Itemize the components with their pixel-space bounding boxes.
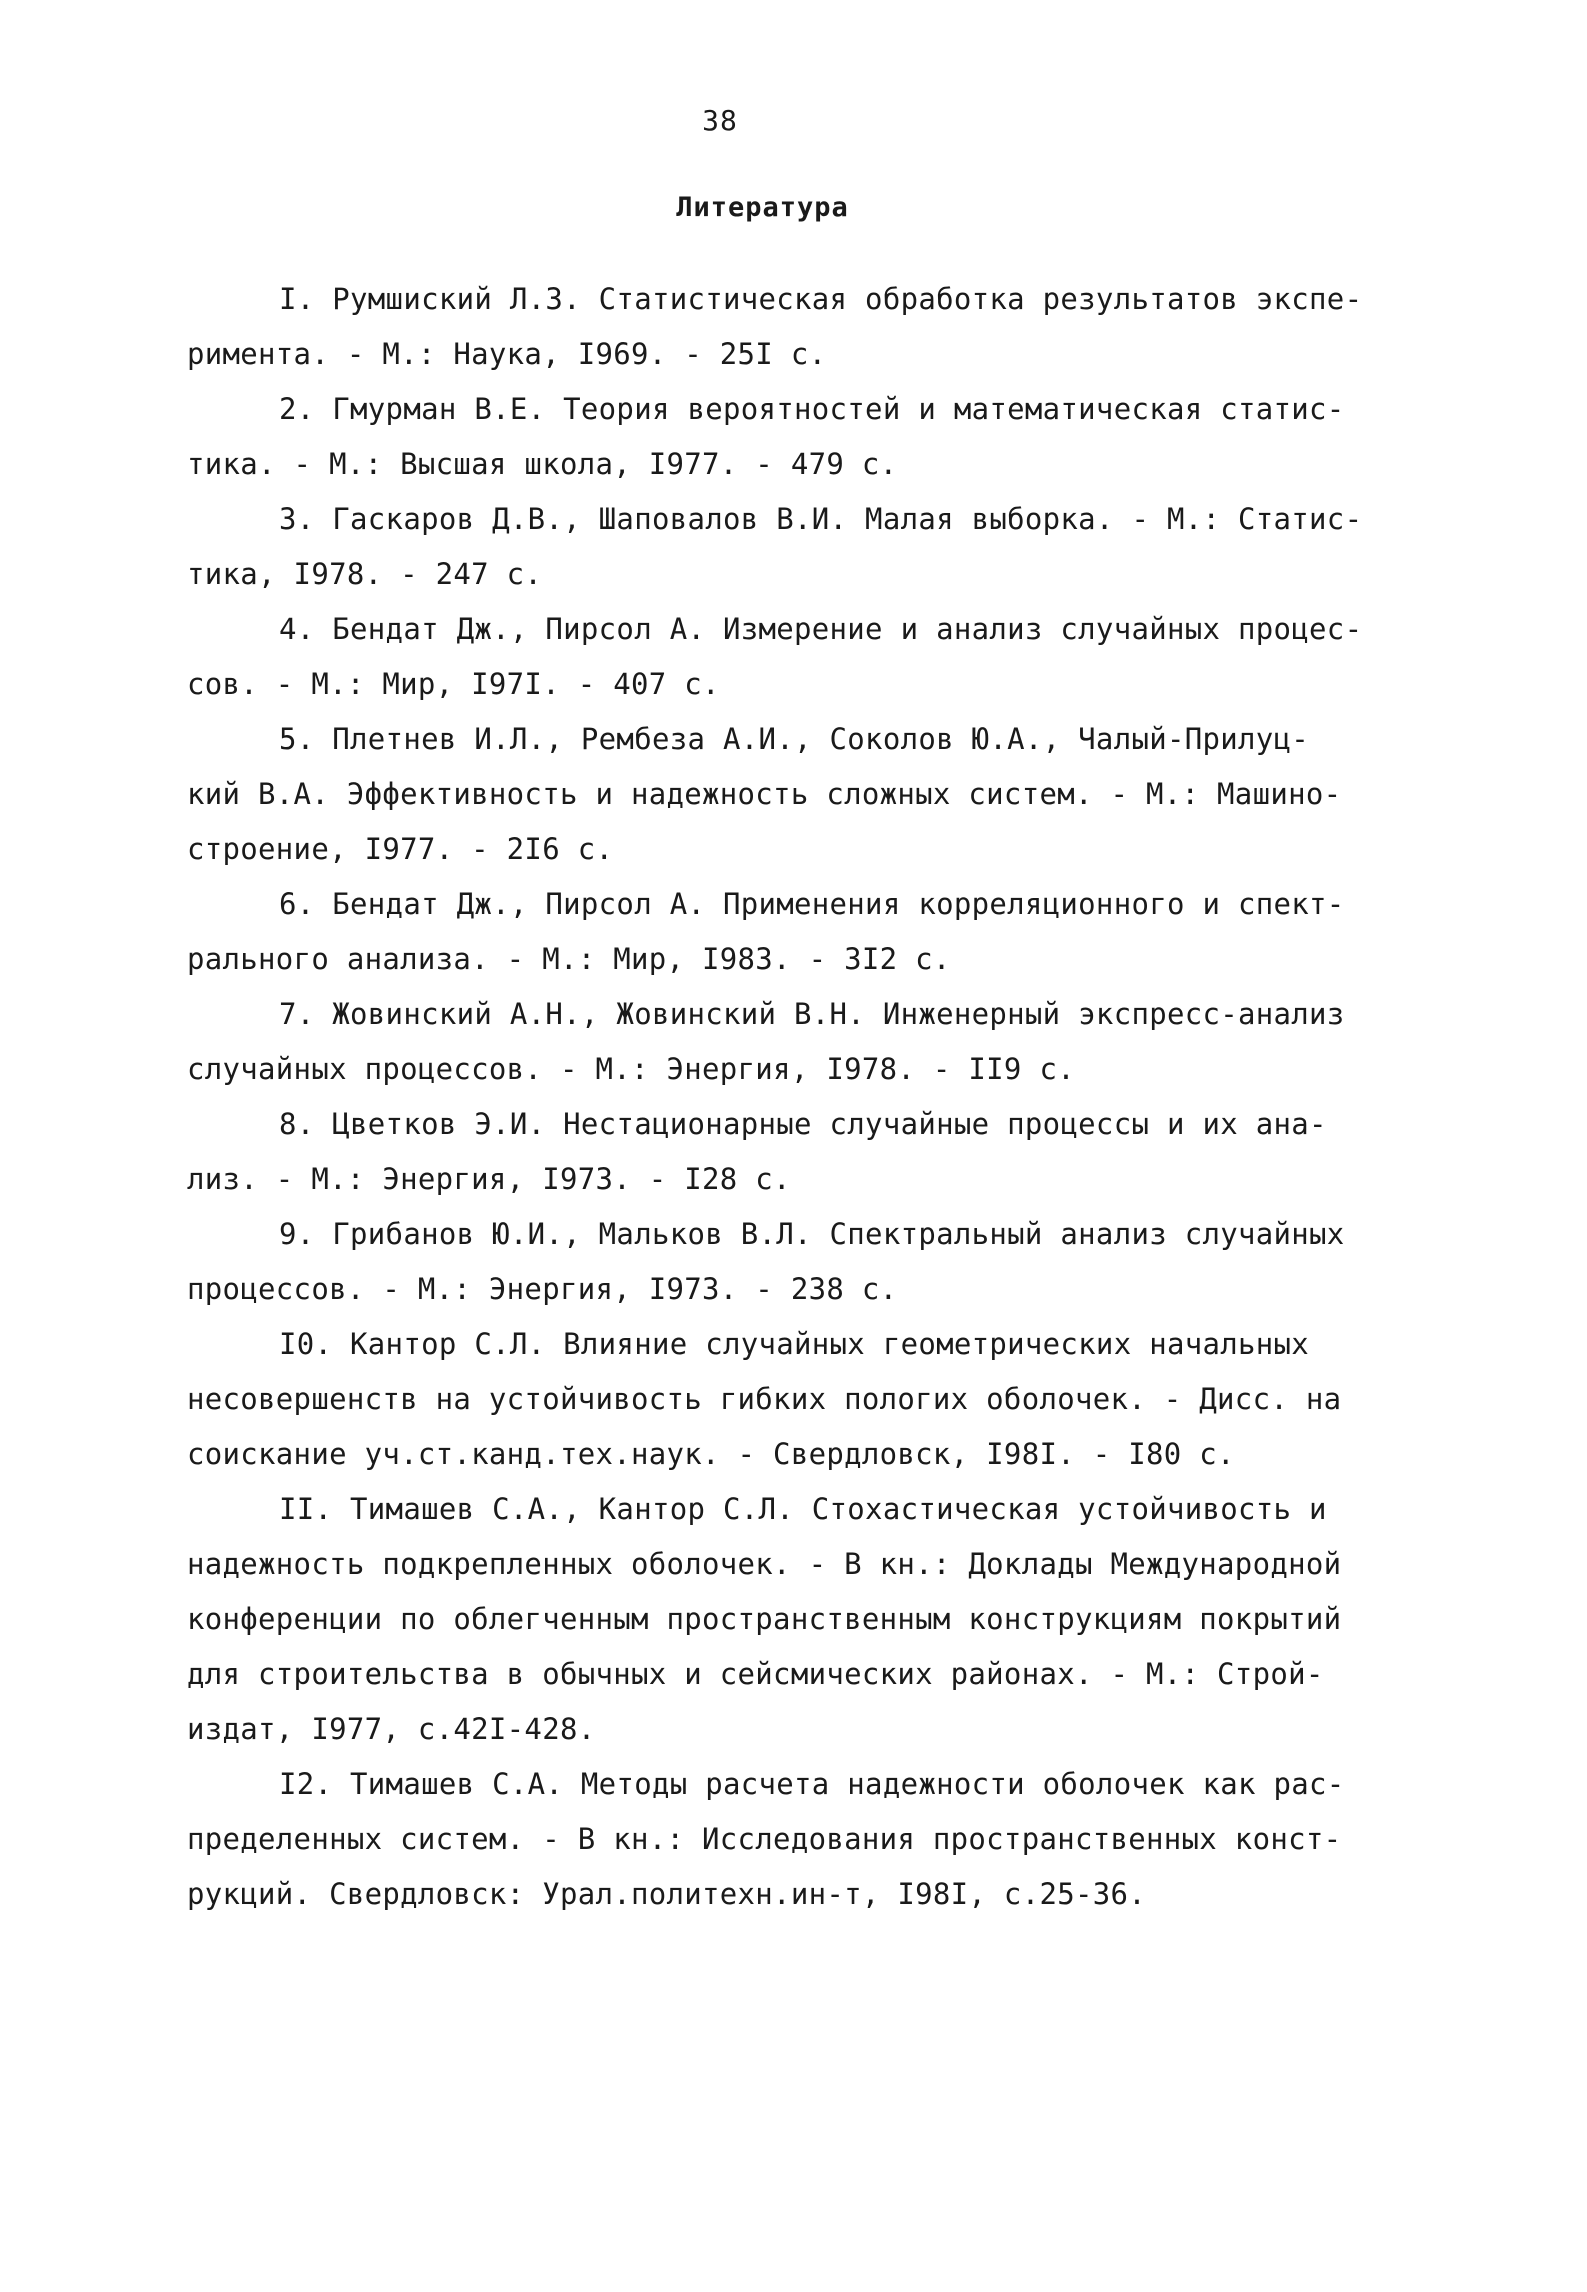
reference-item-4 bbox=[187, 602, 1382, 712]
reference-line: I. Румшиский Л.З. Статистическая обработка результатов экспе- bbox=[279, 282, 1363, 316]
reference-item-12 bbox=[187, 1757, 1382, 1922]
reference-line: конференции по облегченным пространственным конструкциям покрытий bbox=[187, 1602, 1342, 1636]
reference-line: для строительства в обычных и сейсмических районах. - М.: Строй- bbox=[187, 1657, 1324, 1691]
reference-line: 3. Гаскаров Д.В., Шаповалов В.И. Малая выборка. - М.: Статис- bbox=[279, 502, 1363, 536]
reference-item-9 bbox=[187, 1207, 1382, 1317]
reference-line: 6. Бендат Дж., Пирсол А. Применения корреляционного и спект- bbox=[279, 887, 1345, 921]
reference-item-1 bbox=[187, 272, 1382, 382]
reference-line: 4. Бендат Дж., Пирсол А. Измерение и анализ случайных процес- bbox=[279, 612, 1363, 646]
reference-line: римента. - М.: Наука, I969. - 25I с. bbox=[187, 337, 827, 371]
reference-line: рукций. Свердловск: Урал.политехн.ин-т, I98I, с.25-36. bbox=[187, 1877, 1147, 1911]
reference-item-6 bbox=[187, 877, 1382, 987]
reference-line: 9. Грибанов Ю.И., Мальков В.Л. Спектральный анализ случайных bbox=[279, 1217, 1345, 1251]
reference-line: надежность подкрепленных оболочек. - В кн.: Доклады Международной bbox=[187, 1547, 1342, 1581]
reference-line: тика. - М.: Высшая школа, I977. - 479 с. bbox=[187, 447, 898, 481]
reference-line: II. Тимашев С.А., Кантор С.Л. Стохастическая устойчивость и bbox=[279, 1492, 1327, 1526]
reference-line: кий В.А. Эффективность и надежность сложных систем. - М.: Машино- bbox=[187, 777, 1342, 811]
reference-line: лиз. - М.: Энергия, I973. - I28 с. bbox=[187, 1162, 791, 1196]
reference-line: 2. Гмурман В.Е. Теория вероятностей и математическая статис- bbox=[279, 392, 1345, 426]
reference-line: 7. Жовинский А.Н., Жовинский В.Н. Инженерный экспресс-анализ bbox=[279, 997, 1345, 1031]
reference-line: I2. Тимашев С.А. Методы расчета надежности оболочек как рас- bbox=[279, 1767, 1345, 1801]
reference-line: процессов. - М.: Энергия, I973. - 238 с. bbox=[187, 1272, 898, 1306]
reference-line: соискание уч.ст.канд.тех.наук. - Свердловск, I98I. - I80 с. bbox=[187, 1437, 1235, 1471]
reference-line: издат, I977, с.42I-428. bbox=[187, 1712, 596, 1746]
reference-line: несовершенств на устойчивость гибких пологих оболочек. - Дисс. на bbox=[187, 1382, 1342, 1416]
reference-line: 5. Плетнев И.Л., Рембеза А.И., Соколов Ю.А., Чалый-Прилуц- bbox=[279, 722, 1310, 756]
reference-item-7 bbox=[187, 987, 1382, 1097]
page-number: 38 bbox=[702, 104, 738, 137]
reference-line: 8. Цветков Э.И. Нестационарные случайные процессы и их ана- bbox=[279, 1107, 1327, 1141]
reference-line: строение, I977. - 2I6 с. bbox=[187, 832, 614, 866]
reference-item-8 bbox=[187, 1097, 1382, 1207]
reference-item-3 bbox=[187, 492, 1382, 602]
reference-line: пределенных систем. - В кн.: Исследования пространственных конст- bbox=[187, 1822, 1342, 1856]
page-heading: Литература bbox=[676, 192, 849, 223]
reference-line: сов. - М.: Мир, I97I. - 407 с. bbox=[187, 667, 720, 701]
reference-item-2 bbox=[187, 382, 1382, 492]
reference-line: тика, I978. - 247 с. bbox=[187, 557, 543, 591]
reference-line: случайных процессов. - М.: Энергия, I978. - II9 с. bbox=[187, 1052, 1075, 1086]
reference-line: I0. Кантор С.Л. Влияние случайных геометрических начальных bbox=[279, 1327, 1310, 1361]
reference-item-5 bbox=[187, 712, 1382, 877]
reference-item-11 bbox=[187, 1482, 1382, 1757]
reference-line: рального анализа. - М.: Мир, I983. - 3I2 с. bbox=[187, 942, 951, 976]
reference-list bbox=[187, 272, 1382, 1922]
reference-item-10 bbox=[187, 1317, 1382, 1482]
